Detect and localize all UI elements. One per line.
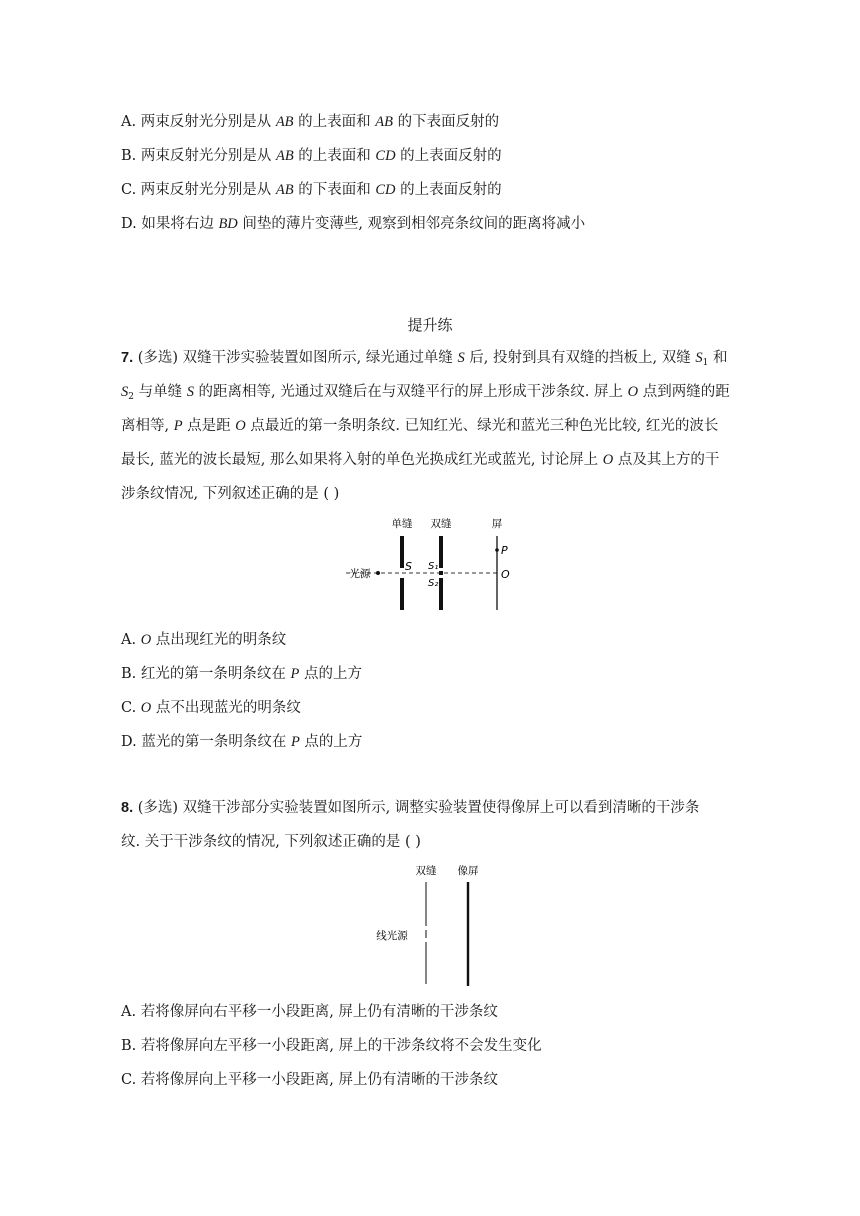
q7-option-b: B. 红光的第一条明条纹在 P 点的上方 bbox=[121, 666, 362, 682]
q7-double-slit-figure bbox=[330, 512, 530, 616]
label-line-source: 线光源 bbox=[376, 930, 408, 942]
label-screen: 屏 bbox=[491, 518, 503, 530]
q7-line-2: $S_2$ 与单缝 S 的距离相等, 光通过双缝后在与双缝平行的屏上形成干涉条纹. 屏上 O 点到两缝的距 bbox=[121, 384, 730, 402]
q6-option-a: A. 两束反射光分别是从 AB 的上表面和 AB 的下表面反射的 bbox=[121, 114, 500, 130]
q6-option-b: B. 两束反射光分别是从 AB 的上表面和 CD 的上表面反射的 bbox=[121, 148, 502, 164]
label-light-source: 光源 bbox=[349, 568, 371, 580]
q8-setup-figure bbox=[370, 860, 490, 992]
q7-option-d: D. 蓝光的第一条明条纹在 P 点的上方 bbox=[121, 734, 363, 750]
q8-option-a: A. 若将像屏向右平移一小段距离, 屏上仍有清晰的干涉条纹 bbox=[121, 1004, 498, 1020]
q7-line-1: 7. (多选) 双缝干涉实验装置如图所示, 绿光通过单缝 S 后, 投射到具有双缝的挡板上, 双缝 $S_1$ 和 bbox=[121, 350, 728, 368]
label-S: S bbox=[405, 560, 412, 573]
q8-line-1: 8. (多选) 双缝干涉部分实验装置如图所示, 调整实验装置使得像屏上可以看到清晰的干涉条 bbox=[121, 800, 700, 816]
q7-line-3: 离相等, P 点是距 O 点最近的第一条明条纹. 已知红光、绿光和蓝光三种色光比较, 红光的波长 bbox=[121, 418, 719, 434]
section-title: 提升练 bbox=[407, 316, 453, 334]
q7-option-c: C. O 点不出现蓝光的明条纹 bbox=[121, 700, 301, 716]
label-O: O bbox=[501, 568, 510, 581]
q7-line-5: 涉条纹情况, 下列叙述正确的是 ( ) bbox=[121, 486, 340, 502]
q6-option-c: C. 两束反射光分别是从 AB 的下表面和 CD 的上表面反射的 bbox=[121, 182, 502, 198]
label-single-slit: 单缝 bbox=[391, 518, 413, 530]
point-P bbox=[495, 548, 499, 552]
light-source-dot bbox=[376, 571, 380, 575]
label-double-slit: 双缝 bbox=[430, 518, 452, 530]
q6-option-d: D. 如果将右边 BD 间垫的薄片变薄些, 观察到相邻亮条纹间的距离将减小 bbox=[121, 216, 586, 232]
label-S2: S₂ bbox=[428, 578, 439, 589]
label-image-screen: 像屏 bbox=[457, 865, 479, 877]
label-double-slit: 双缝 bbox=[415, 865, 437, 877]
q7-line-4: 最长, 蓝光的波长最短, 那么如果将入射的单色光换成红光或蓝光, 讨论屏上 O 点及其上方的干 bbox=[121, 452, 720, 468]
q7-option-a: A. O 点出现红光的明条纹 bbox=[121, 632, 287, 648]
label-P: P bbox=[501, 544, 508, 557]
q8-line-2: 纹. 关于干涉条纹的情况, 下列叙述正确的是 ( ) bbox=[121, 834, 421, 850]
label-S1: S₁ bbox=[428, 561, 439, 572]
q8-option-b: B. 若将像屏向左平移一小段距离, 屏上的干涉条纹将不会发生变化 bbox=[121, 1038, 542, 1054]
q8-option-c: C. 若将像屏向上平移一小段距离, 屏上仍有清晰的干涉条纹 bbox=[121, 1072, 499, 1088]
